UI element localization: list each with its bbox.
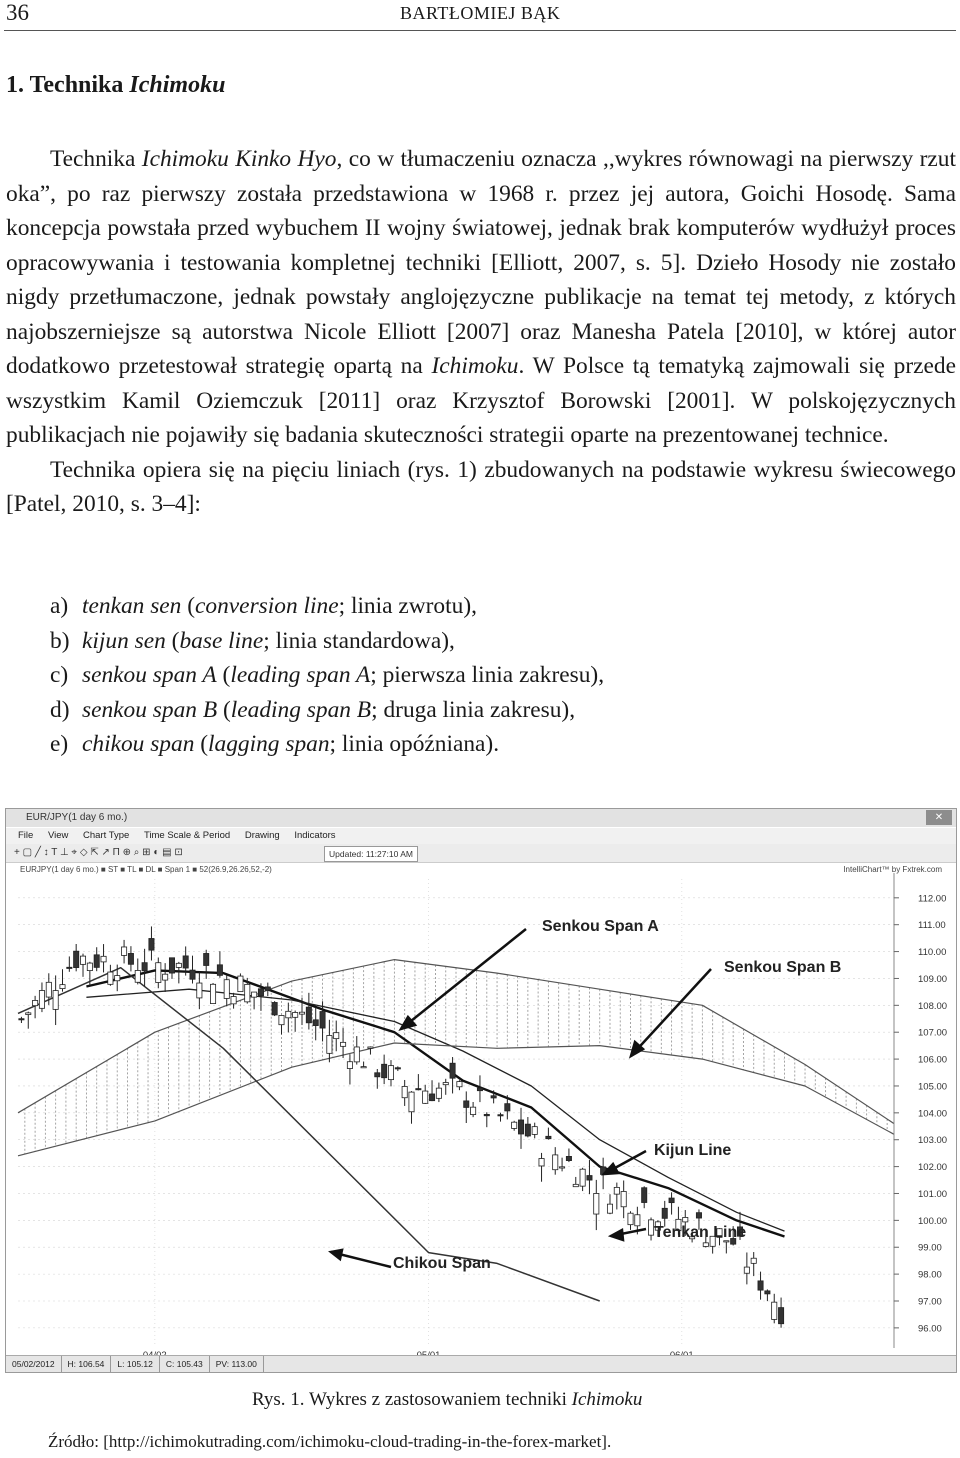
- candle-body: [149, 938, 154, 950]
- figure-caption: [252, 1389, 642, 1411]
- candle-body: [33, 1000, 38, 1005]
- list-alias: lagging span: [208, 731, 330, 757]
- list-label: a): [50, 593, 69, 619]
- candle-body: [183, 956, 188, 968]
- list-rest: ; linia standardowa),: [263, 627, 455, 654]
- list-item: [50, 727, 604, 762]
- list-term: senkou span A: [82, 662, 217, 688]
- paragraph-2: Technika opiera się na pięciu liniach (rys. 1) zbudowanych na podstawie wykresu świecowego [Patel, 2010, s. 3–4]:: [6, 456, 956, 517]
- candle-body: [772, 1302, 777, 1319]
- list-paren: (: [216, 662, 231, 688]
- candle-body: [696, 1213, 701, 1218]
- candle-body: [265, 987, 270, 990]
- candle-body: [204, 953, 209, 965]
- price-axis: [894, 873, 947, 1348]
- candle-body: [279, 1015, 284, 1024]
- y-tick-label: 104.00: [918, 1108, 948, 1120]
- candle-body: [388, 1066, 393, 1080]
- candle-body: [19, 1019, 24, 1020]
- status-close: C: 105.43: [160, 1356, 210, 1372]
- menu-time-scale[interactable]: Time Scale & Period: [143, 830, 231, 841]
- y-tick-label: 106.00: [918, 1054, 948, 1066]
- para1-italic-2: Ichimoku: [431, 353, 519, 379]
- candle-body: [238, 976, 243, 992]
- y-tick-label: 110.00: [918, 947, 947, 959]
- chart-status-bar: [6, 1355, 956, 1372]
- candle-body: [231, 997, 236, 1004]
- list-item: [50, 658, 604, 693]
- list-paren: (: [181, 593, 196, 619]
- candle-body: [340, 1042, 345, 1046]
- candle-body: [80, 956, 85, 964]
- candle-body: [210, 984, 215, 1003]
- section-title: Technika: [29, 72, 124, 98]
- candle-body: [621, 1191, 626, 1206]
- candle-body: [436, 1088, 441, 1098]
- status-low: L: 105.12: [111, 1356, 159, 1372]
- candle-body: [272, 1002, 277, 1014]
- candle-body: [642, 1188, 647, 1203]
- candle-body: [498, 1115, 503, 1116]
- candle-body: [176, 963, 181, 967]
- candle-body: [566, 1156, 571, 1160]
- candle-body: [347, 1062, 352, 1069]
- list-label: c): [50, 662, 69, 688]
- y-tick-label: 100.00: [918, 1215, 948, 1227]
- candle-body: [409, 1092, 414, 1112]
- label-senkou-span-a: Senkou Span A: [542, 918, 659, 935]
- candle-body: [778, 1308, 783, 1324]
- candle-body: [313, 1020, 318, 1026]
- candle-body: [334, 1033, 339, 1039]
- candle-body: [484, 1114, 489, 1115]
- candle-body: [135, 970, 140, 982]
- section-number: 1.: [6, 72, 24, 98]
- section-heading: [6, 72, 225, 99]
- y-tick-label: 99.00: [918, 1242, 942, 1254]
- toolbar-icons[interactable]: + ▢ ╱ ↕ T ⊥ ⌖ ◇ ⇱ ↗ Π ⊕ ⌕ ⊞ ◐ ▤ ⊡: [14, 847, 183, 858]
- list-rest: ; linia zwrotu),: [338, 593, 477, 619]
- candle-body: [197, 983, 202, 998]
- menu-drawing[interactable]: Drawing: [244, 830, 280, 841]
- candle-body: [74, 951, 79, 967]
- arrow-senkou-b: [631, 969, 711, 1056]
- candle-body: [443, 1083, 448, 1085]
- caption-text: Rys. 1. Wykres z zastosowaniem techniki: [252, 1389, 572, 1410]
- candle-body: [628, 1213, 633, 1224]
- candle-body: [765, 1291, 770, 1294]
- candle-body: [464, 1101, 469, 1108]
- label-senkou-span-b: Senkou Span B: [724, 959, 842, 976]
- candle-body: [395, 1068, 400, 1069]
- candle-body: [368, 1047, 373, 1048]
- candle-body: [512, 1122, 517, 1128]
- para1-italic-1: Ichimoku Kinko Hyo: [141, 146, 337, 172]
- candle-body: [662, 1208, 667, 1218]
- status-date: 05/02/2012: [6, 1356, 62, 1372]
- y-tick-label: 96.00: [918, 1323, 942, 1335]
- list-term: chikou span: [82, 731, 195, 757]
- candle-body: [580, 1169, 585, 1186]
- figure-source: Źródło: [http://ichimokutrading.com/ichimoku-cloud-trading-in-the-forex-market].: [48, 1432, 612, 1451]
- candle-body: [594, 1193, 599, 1214]
- y-tick-label: 98.00: [918, 1269, 942, 1281]
- candle-body: [751, 1258, 756, 1263]
- list-rest: ; druga linia zakresu),: [371, 696, 576, 723]
- menu-view[interactable]: View: [47, 830, 69, 841]
- section-title-italic: Ichimoku: [129, 72, 226, 98]
- chart-brand: IntelliChart™ by Fxtrek.com: [843, 865, 942, 874]
- candle-body: [169, 958, 174, 973]
- candle-body: [327, 1035, 332, 1053]
- candle-body: [128, 953, 133, 964]
- caption-italic: Ichimoku: [571, 1389, 643, 1410]
- candle-body: [423, 1091, 428, 1103]
- running-header-author: BARTŁOMIEJ BĄK: [400, 3, 561, 23]
- candle-body: [26, 1013, 31, 1015]
- candle-body: [46, 982, 51, 997]
- para1-text-1: Technika: [50, 146, 142, 172]
- candle-body: [142, 963, 147, 971]
- list-paren: (: [165, 627, 180, 654]
- candle-body: [532, 1127, 537, 1135]
- candle-body: [573, 1184, 578, 1186]
- updated-timestamp: Updated: 11:27:10 AM: [324, 846, 418, 862]
- annotation-arrows: [331, 929, 711, 1267]
- body-text: [6, 142, 956, 522]
- candle-body: [491, 1096, 496, 1098]
- cloud-hatching: [25, 960, 887, 1154]
- candle-body: [108, 972, 113, 984]
- candle-body: [635, 1215, 640, 1226]
- paragraph-1: [6, 142, 956, 453]
- chart-plot: [6, 809, 956, 1372]
- candle-body: [553, 1155, 558, 1170]
- candle-body: [402, 1086, 407, 1097]
- candle-body: [286, 1011, 291, 1018]
- list-term: tenkan sen: [82, 593, 182, 619]
- menu-file[interactable]: File: [18, 830, 34, 841]
- candle-body: [416, 1089, 421, 1090]
- candle-body: [546, 1136, 551, 1138]
- candle-body: [518, 1120, 523, 1134]
- list-rest: ; linia opóźniana).: [329, 731, 500, 757]
- list-alias: leading span A: [230, 662, 371, 688]
- para1-text-3: . W Polsce tą tematyką zajmowali się przede wszystkim Kamil Oziemczuk [2011] oraz Krzysztof Borowski [2001]. W polskojęzycznych publikacjach nie pojawiły się badania skuteczności strategii oparte na prezentowanej technice.: [6, 353, 956, 448]
- candle-body: [539, 1159, 544, 1166]
- chart-legend: EURJPY(1 day 6 mo.) ■ ST ■ TL ■ DL ■ Span 1 ■ 52(26.9,26.26,52,-2): [20, 865, 272, 874]
- y-tick-label: 102.00: [918, 1162, 948, 1174]
- list-rest: ; pierwsza linia zakresu),: [370, 662, 605, 688]
- candle-body: [477, 1088, 482, 1091]
- para1-text-2: , co w tłumaczeniu oznacza ,,wykres równowagi na pierwszy rzut oka”, po raz pierwszy została przedstawiona w 1968 r. przez jej autora, Goichi Hosodę. Sama koncepcja powstała przed wybuchem II wojny światowej, jednak brak komputerów wydłużył proces opracowywania i testowania kompletnej techniki [Elliott, 2007, s. 5]. Dzieło Hosody nie zostało nigdy przetłumaczone, jednak powstały anglojęzyczne publikacje na temat tej metody, z których najobszerniejsze są autorstwa Nicole Elliott [2007] oraz Manesha Patela [2010], w której autor dodatkowo przetestował strategię opartą na: [6, 146, 956, 379]
- candle-body: [190, 970, 195, 979]
- candle-body: [293, 1012, 298, 1017]
- y-tick-label: 109.00: [918, 973, 948, 985]
- candle-body: [354, 1047, 359, 1062]
- candle-body: [163, 974, 168, 980]
- chart-window-title: EUR/JPY(1 day 6 mo.): [6, 809, 956, 827]
- label-tenkan-line: Tenkan Line: [654, 1224, 747, 1241]
- list-item: [50, 589, 604, 624]
- list-paren: (: [194, 731, 209, 757]
- y-tick-label: 97.00: [918, 1296, 942, 1308]
- candle-body: [450, 1063, 455, 1078]
- list-label: e): [50, 731, 69, 757]
- candle-body: [53, 991, 58, 1010]
- list-alias: leading span B: [230, 696, 372, 723]
- candle-body: [252, 992, 257, 997]
- status-pv: PV: 113.00: [210, 1356, 264, 1372]
- candle-body: [217, 965, 222, 976]
- candle-body: [457, 1082, 462, 1087]
- list-item: [50, 693, 604, 728]
- candle-body: [320, 1012, 325, 1029]
- candle-body: [614, 1187, 619, 1194]
- candle-body: [703, 1243, 708, 1247]
- y-tick-label: 101.00: [918, 1188, 948, 1200]
- candle-body: [306, 1007, 311, 1023]
- candle-body: [559, 1167, 564, 1168]
- list-alias: conversion line: [195, 593, 339, 619]
- candle-body: [429, 1094, 434, 1101]
- menu-indicators[interactable]: Indicators: [294, 830, 336, 841]
- candle-body: [607, 1204, 612, 1213]
- ichimoku-chart-figure: [5, 808, 957, 1373]
- candle-body: [375, 1073, 380, 1077]
- y-tick-label: 108.00: [918, 1000, 948, 1012]
- arrowhead-chikou: [331, 1250, 342, 1259]
- list-paren: (: [217, 696, 231, 723]
- candle-body: [101, 956, 106, 962]
- candle-body: [87, 963, 92, 971]
- candle-body: [683, 1217, 688, 1221]
- candle-body: [648, 1220, 653, 1235]
- y-tick-label: 103.00: [918, 1135, 948, 1147]
- indicator-lines: [18, 960, 894, 1301]
- y-tick-label: 107.00: [918, 1027, 948, 1039]
- candle-body: [382, 1064, 387, 1077]
- candle-body: [505, 1104, 510, 1111]
- y-tick-label: 111.00: [918, 920, 946, 932]
- candle-body: [115, 976, 120, 981]
- list-term: kijun sen: [82, 627, 166, 654]
- candle-body: [758, 1281, 763, 1290]
- status-high: H: 106.54: [62, 1356, 112, 1372]
- candle-body: [121, 947, 126, 955]
- list-label: b): [50, 627, 70, 654]
- arrowhead-tenkan: [611, 1230, 623, 1240]
- list-label: d): [50, 696, 70, 723]
- candle-body: [299, 1012, 304, 1014]
- page-number: 36: [6, 0, 29, 25]
- candle-body: [245, 984, 250, 1001]
- candle-body: [525, 1124, 530, 1136]
- candle-body: [39, 991, 44, 1009]
- line-list: [50, 589, 604, 762]
- menu-chart-type[interactable]: Chart Type: [83, 830, 130, 841]
- candle-body: [94, 955, 99, 968]
- candle-body: [258, 989, 263, 996]
- header-rule: [4, 30, 956, 31]
- label-chikou-span: Chikou Span: [393, 1255, 491, 1272]
- candle-body: [587, 1176, 592, 1181]
- candle-body: [361, 1067, 366, 1068]
- candle-body: [156, 963, 161, 983]
- list-alias: base line: [179, 627, 264, 654]
- y-tick-label: 105.00: [918, 1081, 948, 1093]
- candle-body: [471, 1107, 476, 1114]
- candle-body: [744, 1267, 749, 1273]
- candle-body: [224, 980, 229, 999]
- candle-body: [60, 985, 65, 989]
- candle-body: [67, 967, 72, 968]
- list-term: senkou span B: [82, 696, 218, 723]
- senkou-span-b-series: [18, 1043, 894, 1156]
- close-icon[interactable]: ✕: [926, 810, 952, 825]
- y-tick-label: 112.00: [918, 893, 947, 905]
- list-item: [50, 624, 604, 659]
- label-kijun-line: Kijun Line: [654, 1142, 732, 1159]
- candle-body: [669, 1198, 674, 1203]
